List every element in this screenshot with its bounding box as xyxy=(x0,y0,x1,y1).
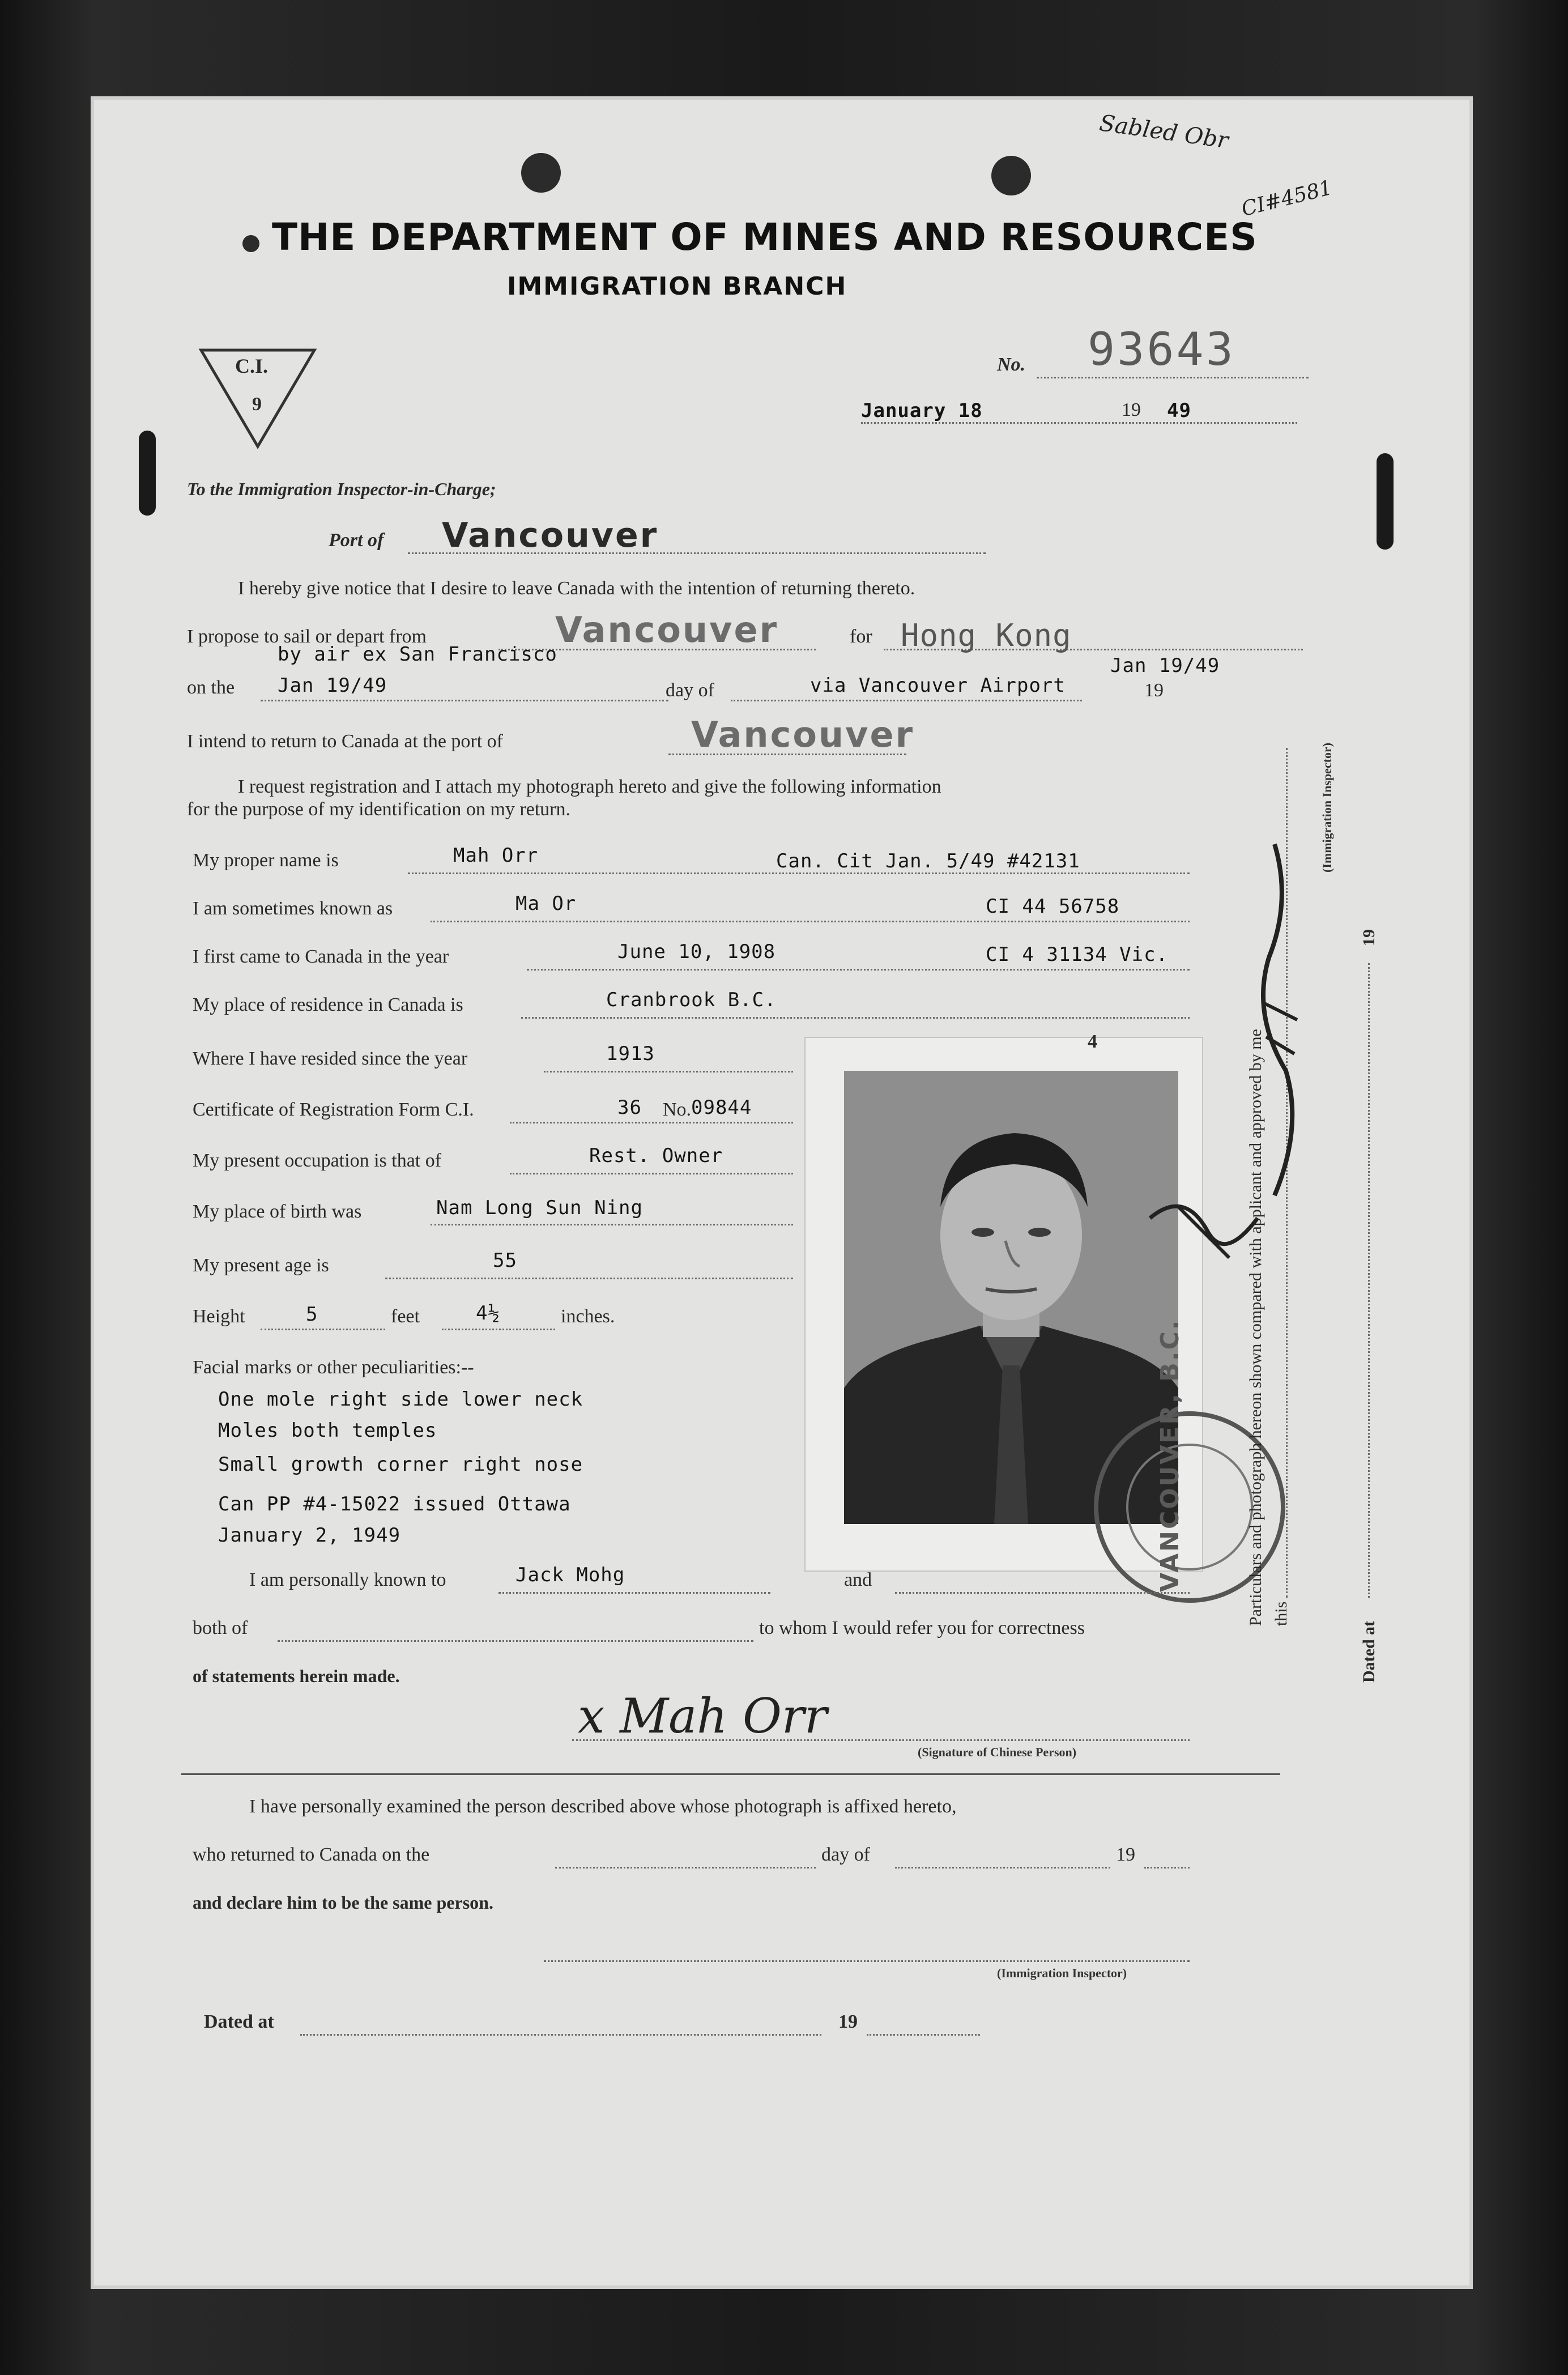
binding-mark-right xyxy=(1377,453,1394,550)
height-feet: 5 xyxy=(306,1303,318,1326)
signature-caption: (Signature of Chinese Person) xyxy=(918,1745,1077,1759)
passport-line-2: January 2, 1949 xyxy=(218,1524,401,1547)
propose-label: I propose to sail or depart from xyxy=(187,626,427,647)
this-vertical: this xyxy=(1272,1601,1290,1626)
day-of-label: day of xyxy=(666,680,714,701)
via-airport: via Vancouver Airport xyxy=(810,674,1066,697)
department-title: THE DEPARTMENT OF MINES AND RESOURCES xyxy=(272,215,1258,259)
on-the-value: Jan 19/49 xyxy=(278,674,387,697)
residence: Cranbrook B.C. xyxy=(606,989,777,1011)
form-number: 9 xyxy=(252,394,262,415)
returned-label: who returned to Canada on the xyxy=(193,1844,430,1865)
nineteen-vertical: 19 xyxy=(1360,929,1378,946)
inspector-nineteen: 19 xyxy=(1116,1844,1135,1865)
ink-spot xyxy=(242,235,259,252)
for-label: for xyxy=(850,626,872,647)
can-cit-note: Can. Cit Jan. 5/49 #42131 xyxy=(776,850,1080,872)
document-number: 93643 xyxy=(1088,323,1235,376)
form-code: C.I. xyxy=(235,355,269,377)
binding-mark-left xyxy=(139,431,156,516)
port-of-label: Port of xyxy=(329,530,384,551)
facial-label: Facial marks or other peculiarities:-- xyxy=(193,1357,474,1378)
year-prefix: 19 xyxy=(1122,399,1141,420)
photo-number: 4 xyxy=(1088,1031,1097,1052)
declare-line: and declare him to be the same person. xyxy=(193,1892,493,1913)
and-label: and xyxy=(844,1569,872,1590)
statements-label: of statements herein made. xyxy=(193,1666,400,1686)
dated-at-label: Dated at xyxy=(204,2011,274,2032)
to-inspector-line: To the Immigration Inspector-in-Charge; xyxy=(187,479,496,499)
port-of-stamp: Vancouver xyxy=(442,516,659,555)
ci-44-note: CI 44 56758 xyxy=(986,895,1120,918)
notice-text: I hereby give notice that I desire to leave Canada with the intention of returning thereto. xyxy=(238,578,915,599)
proper-name-label: My proper name is xyxy=(193,850,339,871)
immigration-inspector-vertical: (Immigration Inspector) xyxy=(1320,742,1334,872)
birth-place: Nam Long Sun Ning xyxy=(436,1197,643,1219)
examined-line: I have personally examined the person described above whose photograph is affixed hereto, xyxy=(249,1796,957,1817)
dated-at-vertical: Dated at xyxy=(1360,1620,1378,1683)
inspector-caption: (Immigration Inspector) xyxy=(997,1966,1127,1980)
corner-annotation: CI#4581 xyxy=(1239,176,1335,222)
day-of-nineteen: 19 xyxy=(1144,680,1164,701)
round-stamp-text: VANCOUVER, B.C. xyxy=(1156,1318,1184,1592)
request-line-2: for the purpose of my identification on my return. xyxy=(187,799,570,820)
particulars-vertical: Particulars and photograph hereon shown compared with applicant and approved by me xyxy=(1246,1029,1265,1626)
refer-label: to whom I would refer you for correctness xyxy=(759,1618,1085,1638)
resided-label: Where I have resided since the year xyxy=(193,1048,468,1069)
resided: 1913 xyxy=(606,1042,655,1065)
occupation: Rest. Owner xyxy=(589,1144,723,1167)
certificate-no-label: No. xyxy=(663,1099,692,1120)
branch-subtitle: IMMIGRATION BRANCH xyxy=(507,272,847,301)
document-sheet xyxy=(91,96,1473,2289)
facial-mark-1: One mole right side lower neck xyxy=(218,1388,583,1411)
photo-initials-mark xyxy=(1144,1184,1275,1275)
by-air-note: by air ex San Francisco xyxy=(278,643,557,666)
both-of-label: both of xyxy=(193,1618,248,1638)
applicant-signature: x Mah Orr xyxy=(578,1688,828,1744)
feet-label: feet xyxy=(391,1306,420,1327)
on-the-label: on the xyxy=(187,677,235,698)
dated-nineteen: 19 xyxy=(838,2011,858,2032)
known-to-label: I am personally known to xyxy=(249,1569,446,1590)
inspector-signature-mark xyxy=(1241,833,1314,1229)
date-typed: January 18 xyxy=(861,399,983,422)
jan-note: Jan 19/49 xyxy=(1110,654,1220,677)
year-suffix: 49 xyxy=(1167,399,1191,422)
birth-label: My place of birth was xyxy=(193,1201,362,1222)
known-as: Ma Or xyxy=(515,892,577,915)
return-label: I intend to return to Canada at the port of xyxy=(187,731,503,752)
top-right-note: Sabled Obr xyxy=(1097,110,1230,154)
known-as-label: I am sometimes known as xyxy=(193,898,393,919)
proper-name: Mah Orr xyxy=(453,844,539,867)
destination: Hong Kong xyxy=(901,618,1072,653)
certificate-no: 09844 xyxy=(691,1096,752,1119)
known-to: Jack Mohg xyxy=(515,1564,625,1586)
ci-4-note: CI 4 31134 Vic. xyxy=(986,943,1169,966)
first-came: June 10, 1908 xyxy=(617,940,776,963)
passport-line-1: Can PP #4-15022 issued Ottawa xyxy=(218,1493,571,1516)
height-label: Height xyxy=(193,1306,245,1327)
certificate-form: 36 xyxy=(617,1096,642,1119)
age-label: My present age is xyxy=(193,1255,329,1276)
punch-hole-right xyxy=(991,156,1031,195)
inches-label: inches. xyxy=(561,1306,615,1327)
facial-mark-2: Moles both temples xyxy=(218,1419,437,1442)
punch-hole-left xyxy=(521,153,561,193)
request-line-1: I request registration and I attach my photograph hereto and give the following information xyxy=(238,776,941,797)
facial-mark-3: Small growth corner right nose xyxy=(218,1453,583,1476)
residence-label: My place of residence in Canada is xyxy=(193,994,463,1015)
certificate-label: Certificate of Registration Form C.I. xyxy=(193,1099,474,1120)
first-came-label: I first came to Canada in the year xyxy=(193,946,449,967)
number-label: No. xyxy=(997,354,1026,375)
height-inches: 4½ xyxy=(476,1302,500,1325)
return-stamp: Vancouver xyxy=(691,714,915,755)
age: 55 xyxy=(493,1249,517,1272)
inspector-day-of-label: day of xyxy=(821,1844,870,1865)
propose-stamp: Vancouver xyxy=(555,609,779,650)
occupation-label: My present occupation is that of xyxy=(193,1150,442,1171)
